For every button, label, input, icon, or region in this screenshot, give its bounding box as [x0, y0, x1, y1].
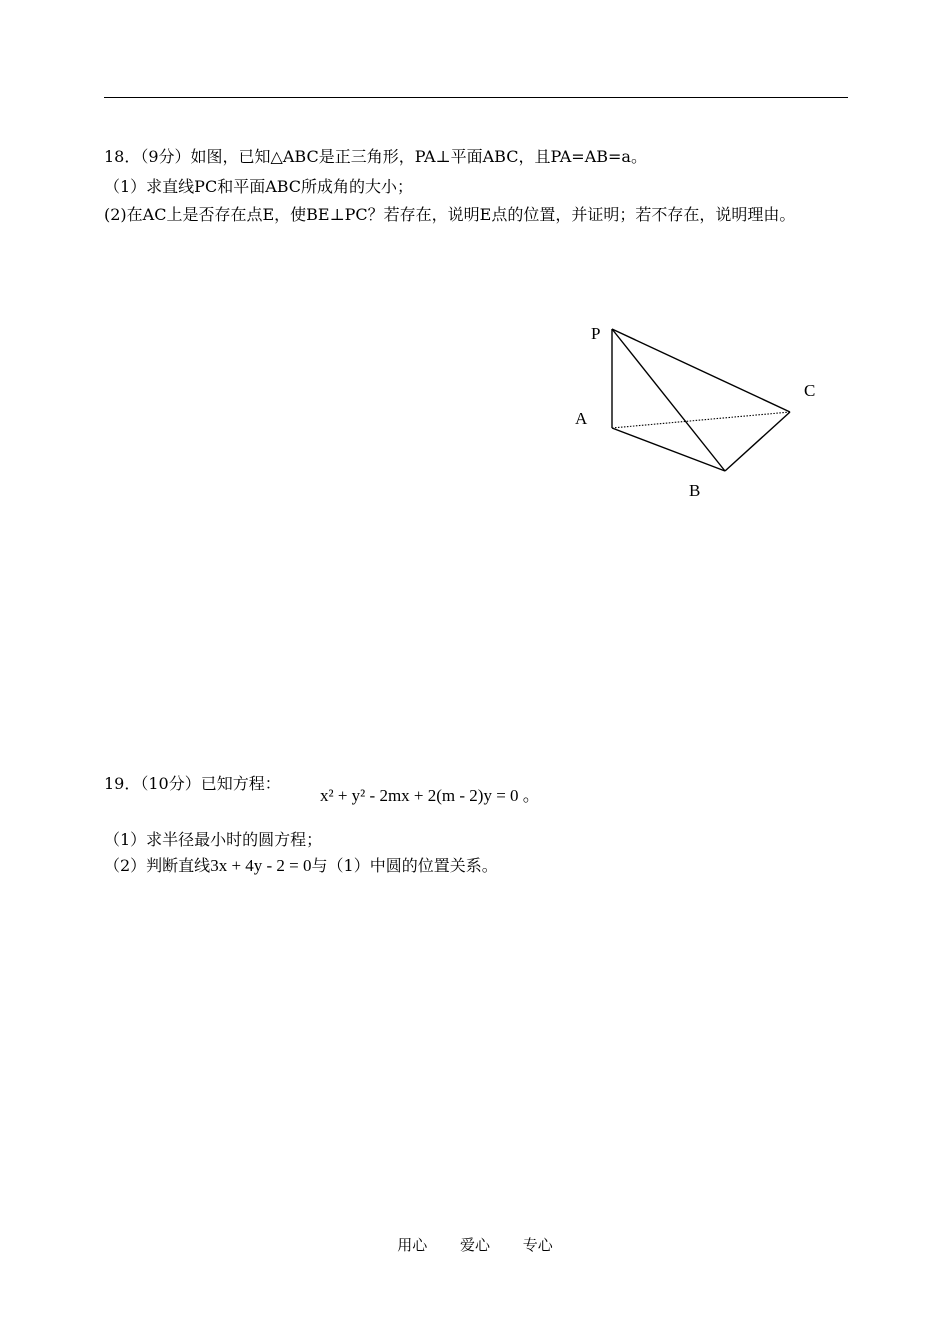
edge-bc	[725, 412, 790, 471]
footer-item: 爱心	[459, 1236, 490, 1254]
q19-part2-suffix: 与（1）中圆的位置关系。	[311, 856, 498, 875]
q19-header: 19．（10分）已知方程：	[104, 774, 281, 793]
tetrahedron-figure	[560, 315, 840, 510]
page-footer	[0, 1235, 950, 1255]
q19-equation: x² + y² - 2mx + 2(m - 2)y = 0 。	[320, 786, 540, 805]
header-rule	[104, 97, 848, 98]
edge-pc	[612, 329, 790, 412]
q18-part2: (2)在AC上是否存在点E，使BE⊥PC？若存在，说明E点的位置，并证明；若不存在，说明理由。	[104, 205, 796, 224]
q18-header: 18．（9分）如图，已知△ABC是正三角形，PA⊥平面ABC，且PA=AB=a。	[104, 147, 647, 166]
q19-part2-prefix: （2）判断直线	[104, 856, 211, 875]
q19-part2	[104, 856, 498, 876]
q19-part1: （1）求半径最小时的圆方程；	[104, 830, 323, 849]
label-c: C	[804, 381, 816, 400]
label-b: B	[689, 481, 701, 500]
q18-part1: （1）求直线PC和平面ABC所成角的大小；	[104, 177, 414, 196]
label-a: A	[575, 409, 588, 428]
label-p: P	[591, 324, 601, 343]
footer-item: 专心	[522, 1236, 553, 1254]
footer-item: 用心	[397, 1236, 428, 1254]
q19-line-equation: 3x + 4y - 2 = 0	[210, 856, 312, 875]
edge-ac-hidden	[612, 412, 790, 428]
